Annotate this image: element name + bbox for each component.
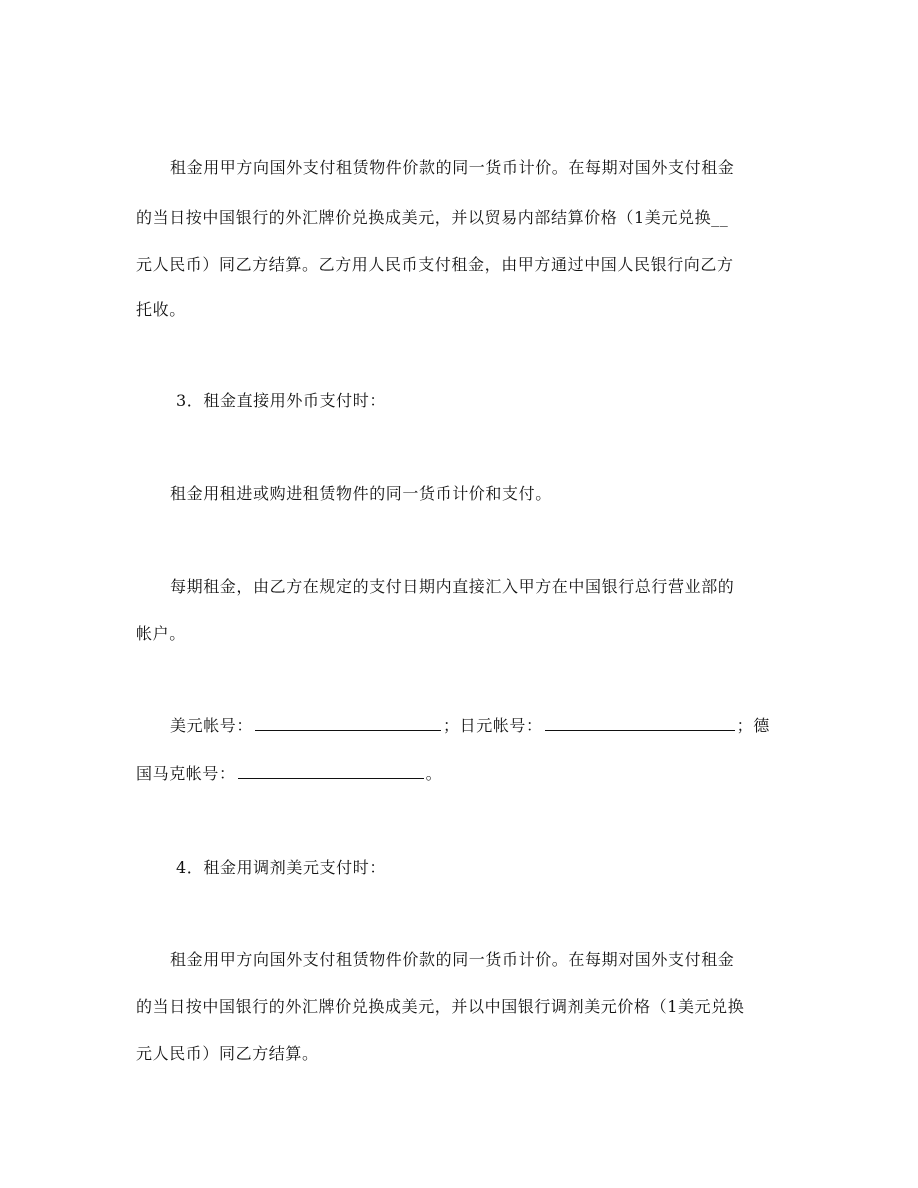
jpy-account-blank [545,716,735,731]
paragraph-line: 元人民币）同乙方结算。乙方用人民币支付租金，由甲方通过中国人民银行向乙方 [136,255,734,274]
paragraph-line: 托收。 [136,300,186,319]
dm-account-label-start: ；德 [736,716,770,735]
paragraph-line: 租金用租进或购进租赁物件的同一货币计价和支付。 [170,484,552,503]
paragraph-line: 每期租金，由乙方在规定的支付日期内直接汇入甲方在中国银行总行营业部的 [170,577,735,596]
paragraph-line: 租金用甲方向国外支付租赁物件价款的同一货币计价。在每期对国外支付租金 [170,950,735,969]
paragraph-line: 帐户。 [136,624,186,643]
jpy-account-label: ；日元帐号： [443,716,543,735]
paragraph-line: 的当日按中国银行的外汇牌价兑换成美元，并以中国银行调剂美元价格（1美元兑换 [136,997,745,1016]
usd-account-label: 美元帐号： [170,716,254,735]
dm-account-blank [238,764,424,779]
period: 。 [425,764,443,783]
dm-account-label: 国马克帐号： [136,764,236,783]
account-line [136,764,442,784]
paragraph-line: 的当日按中国银行的外汇牌价兑换成美元，并以贸易内部结算价格（1美元兑换__ [136,208,729,227]
paragraph-line: 元人民币）同乙方结算。 [136,1044,319,1063]
section-heading-3: 3．租金直接用外币支付时： [176,391,386,410]
section-heading-4: 4．租金用调剂美元支付时： [176,858,386,877]
account-line [170,716,770,736]
paragraph-line: 租金用甲方向国外支付租赁物件价款的同一货币计价。在每期对国外支付租金 [170,158,735,177]
usd-account-blank [255,716,441,731]
